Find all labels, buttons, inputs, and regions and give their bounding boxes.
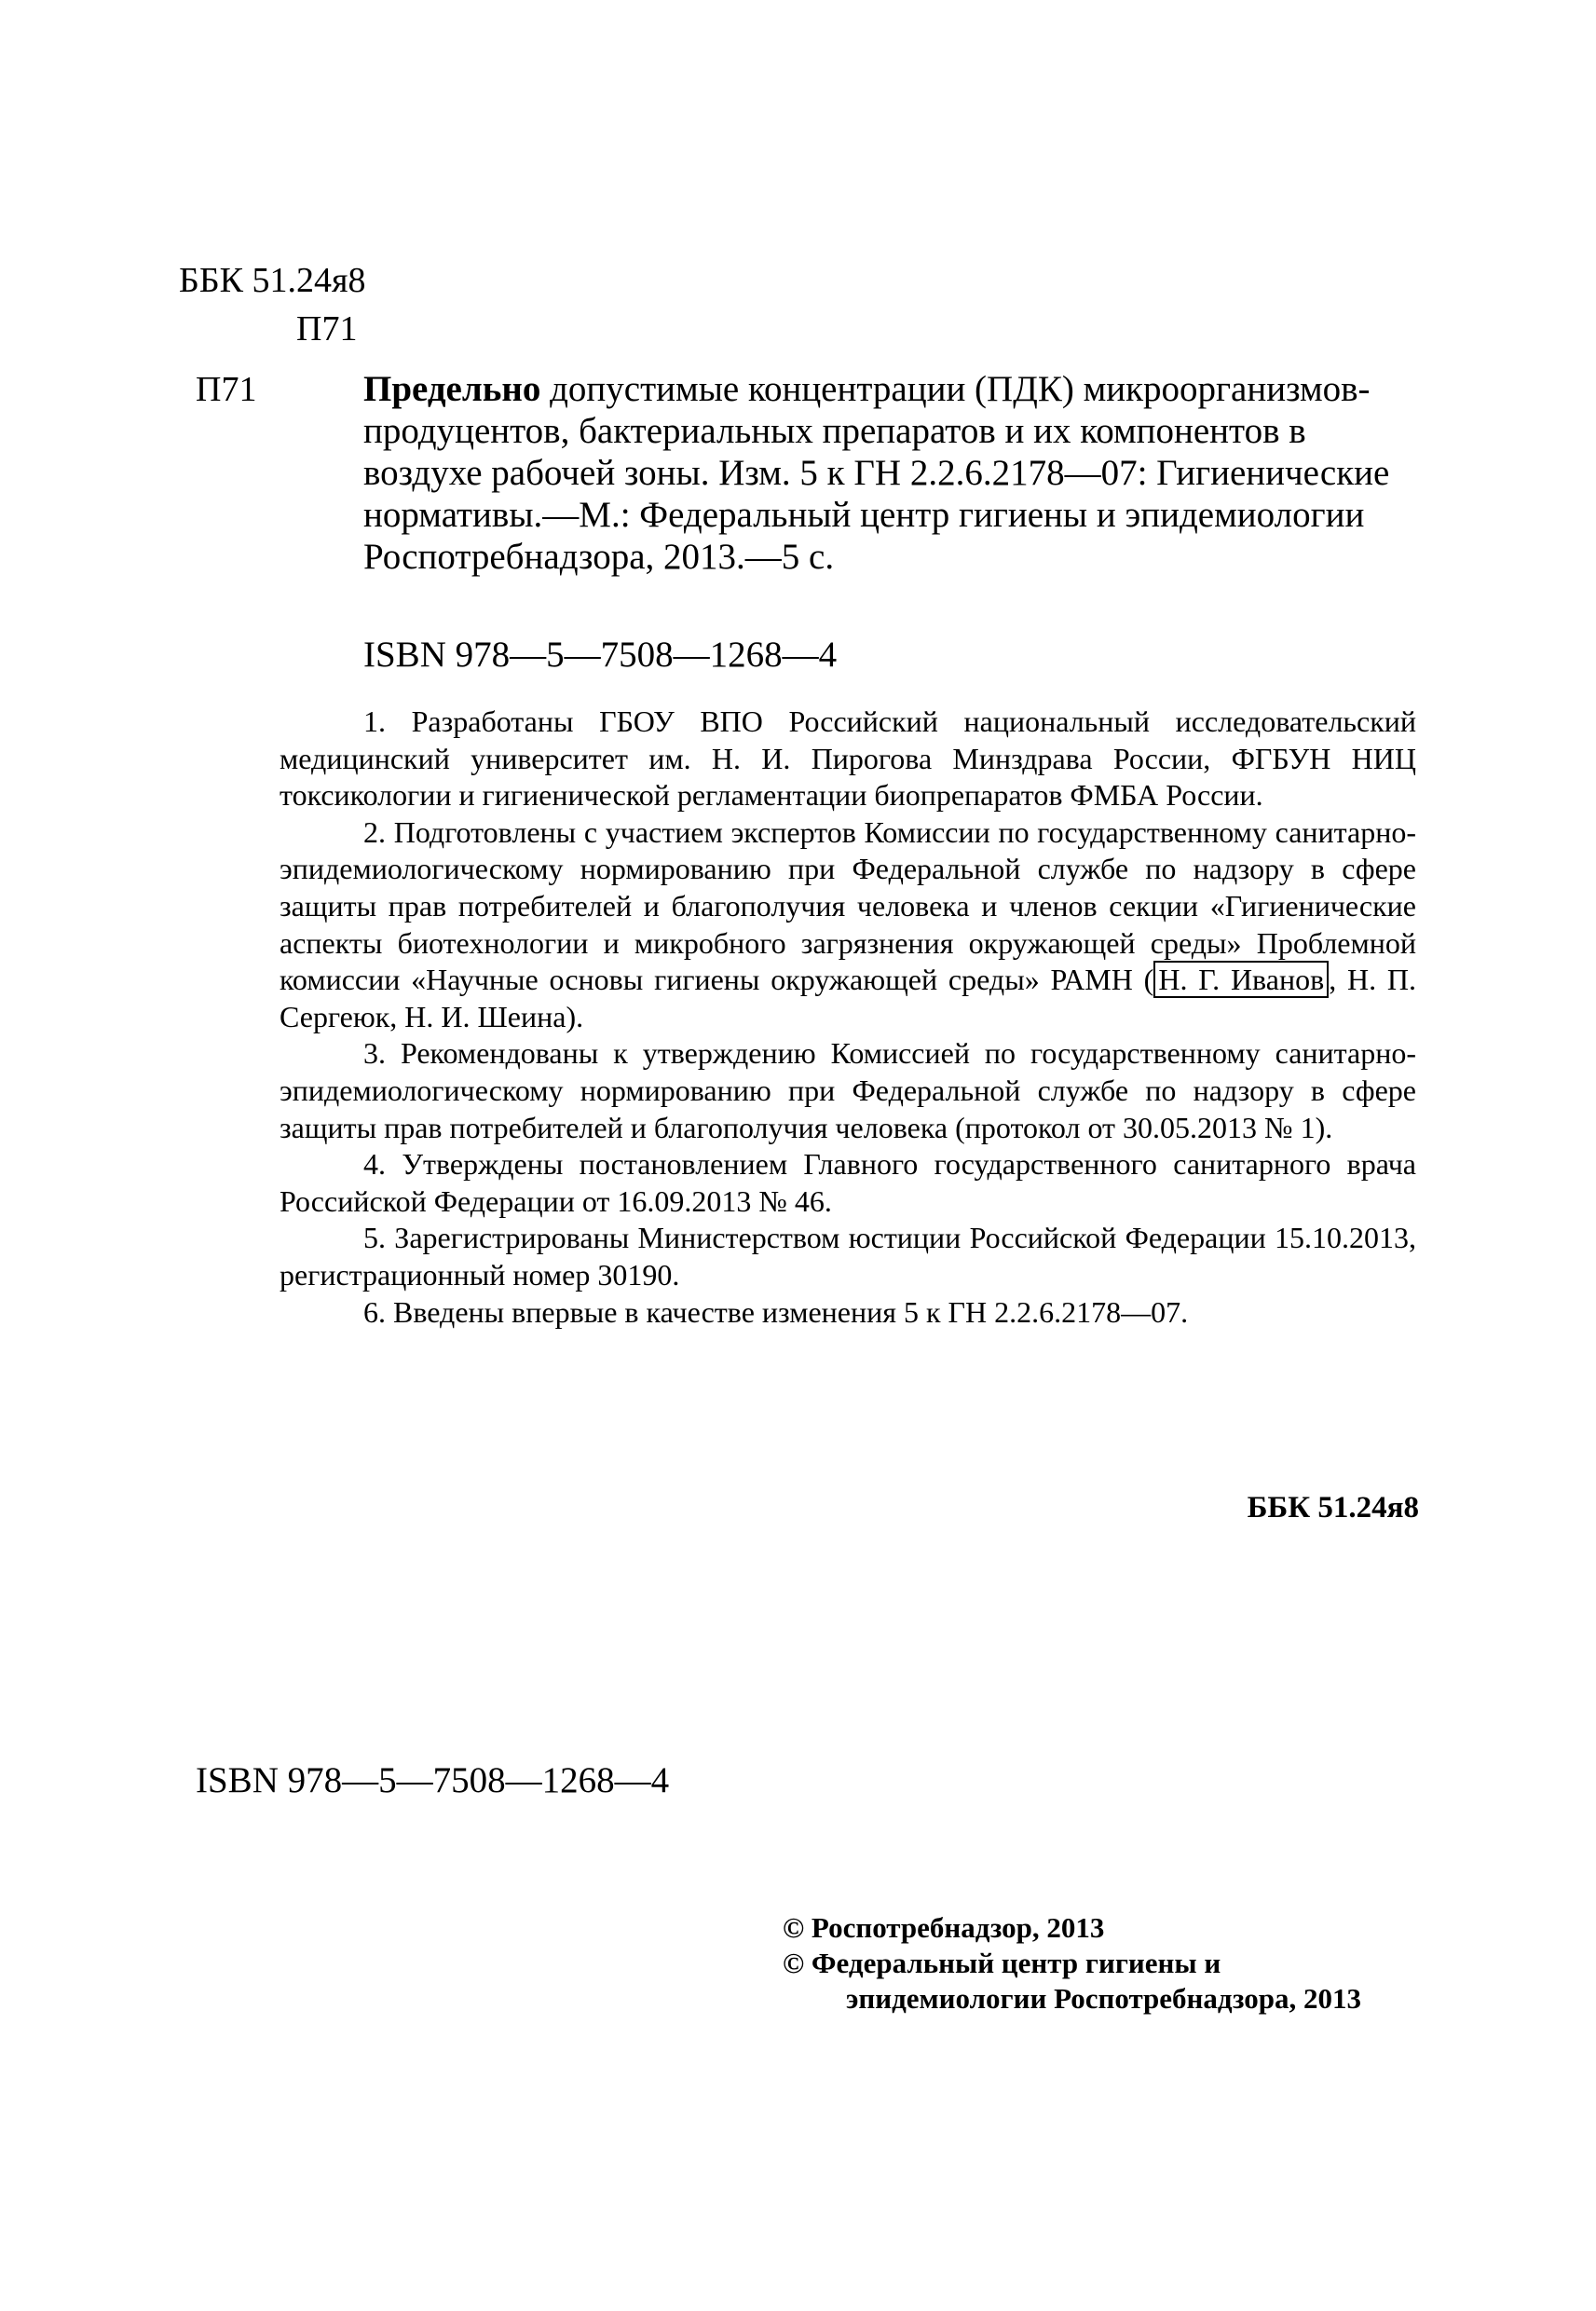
bbk-index: ББК 51.24я8	[179, 261, 366, 300]
copyright-line-2: © Федеральный центр гигиены и	[783, 1947, 1221, 1979]
note-2-text: 2. Подготовлены с участием экспертов Комиссии по государственному санитарно-эпидемиологическому нормированию при Федеральной службе по надзору в сфере защиты прав потребителей и благополучия человека и членов секции «Гигиенические аспекты биотехнологии и микробного загрязнения окружающей среды» Проблемной комиссии «Научные основы гигиены окружающей среды» РАМН (	[280, 814, 1416, 997]
bibliographic-text	[280, 368, 1416, 578]
note-1: 1. Разработаны ГБОУ ВПО Российский национальный исследовательский медицинский университет им. Н. И. Пирогова Минздрава России, ФГБУН НИЦ токсикологии и гигиенической регламентации биопрепаратов ФМБА России.	[280, 704, 1416, 813]
note-6: 6. Введены впервые в качестве изменения 5 к ГН 2.2.6.2178—07.	[363, 1294, 1189, 1329]
copyright-line-3: эпидемиологии Роспотребнадзора, 2013	[846, 1982, 1361, 2015]
bibliographic-description: допустимые концентрации (ПДК) микроорганизмов-продуцентов, бактериальных препаратов и их компонентов в воздухе рабочей зоны. Изм. 5 к ГН 2.2.6.2178—07: Гигиенические нормативы.—М.: Федеральный центр гигиены и эпидемиологии Роспотребнадзора, 2013.—5 с.	[363, 369, 1390, 577]
note-2-boxed-name: Н. Г. Иванов	[1153, 961, 1329, 998]
isbn-bottom: ISBN 978—5—7508—1268—4	[196, 1760, 670, 1800]
author-sign: П71	[296, 309, 358, 349]
note-5: 5. Зарегистрированы Министерством юстиции Российской Федерации 15.10.2013, регистрационный номер 30190.	[280, 1221, 1416, 1292]
note-3: 3. Рекомендованы к утверждению Комиссией по государственному санитарно-эпидемиологическому нормированию при Федеральной службе по надзору в сфере защиты прав потребителей и благополучия человека (протокол от 30.05.2013 № 1).	[280, 1036, 1416, 1144]
note-2-text-end: , Н. П. Сергеюк, Н. И. Шеина).	[280, 963, 1417, 1033]
copyright-line-1: © Роспотребнадзор, 2013	[783, 1911, 1105, 1944]
bbk-bottom: ББК 51.24я8	[1247, 1491, 1419, 1525]
bibliographic-record	[280, 368, 1416, 578]
copyright-block	[783, 1910, 1435, 2017]
note-2	[280, 814, 1416, 1036]
isbn-mid: ISBN 978—5—7508—1268—4	[363, 635, 838, 675]
title-bold: Предельно	[363, 369, 541, 409]
notes-block	[280, 704, 1416, 1331]
note-4: 4. Утверждены постановлением Главного государственного санитарного врача Российской Федерации от 16.09.2013 № 46.	[280, 1147, 1416, 1218]
entry-code: П71	[196, 370, 257, 409]
